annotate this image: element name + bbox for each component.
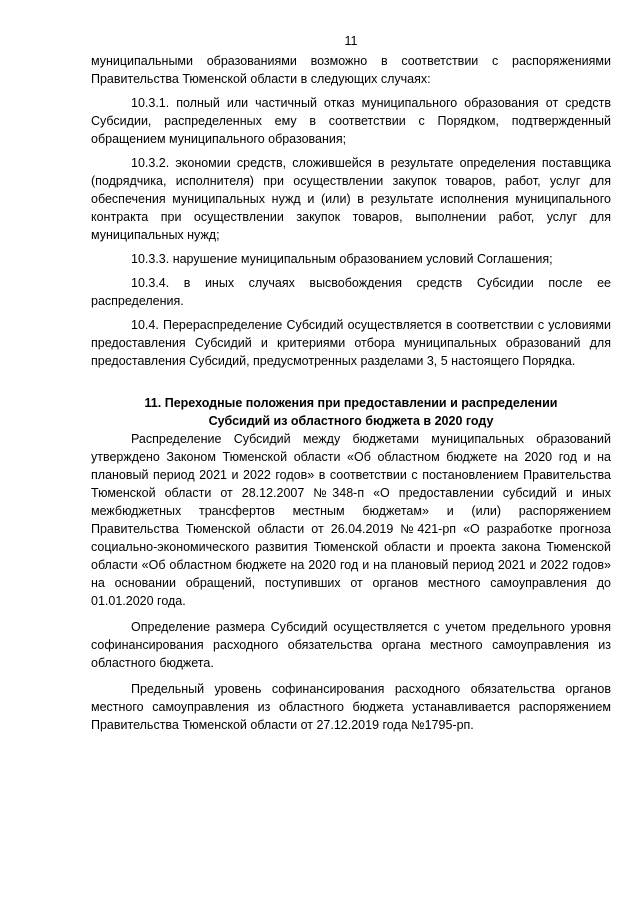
paragraph-10-3-3: 10.3.3. нарушение муниципальным образованием условий Соглашения;	[131, 252, 553, 266]
section-11-paragraph-1: Распределение Субсидий между бюджетами муниципальных образований утверждено Законом Тюменской области «Об областном бюджете на 2020 год и на плановый период 2021 и 2022 годов» в соответствии с постановлением Правительства Тюменской области от 28.12.2007 №348-п «О предоставлении субсидий и иных межбюджетных трансфертов местным бюджетам» и (или) распоряжением Правительства Тюменской области от 26.04.2019 №421-рп «О разработке прогноза социально-экономического развития Тюменской области и проекта закона Тюменской области «Об областном бюджете на 2020 год и на плановый период 2021 и 2022 годов» на основании обращений, поступивших от органов местного самоуправления до 01.01.2020 года.	[91, 432, 611, 608]
section-11-paragraph-3: Предельный уровень софинансирования расходного обязательства органов местного самоуправления из областного бюджета устанавливается распоряжением Правительства Тюменской области от 27.12.2019 года №1795-рп.	[91, 682, 611, 732]
page-number: 11	[344, 34, 358, 48]
section-11-heading-line-1: 11. Переходные положения при предоставлении и распределении	[144, 396, 558, 410]
section-11-heading-line-2: Субсидий из областного бюджета в 2020 году	[208, 414, 494, 428]
paragraph-10-3-1: 10.3.1. полный или частичный отказ муниципального образования от средств Субсидии, распределенных ему в соответствии с Порядком, подтвержденный обращением муниципального образования;	[91, 96, 611, 146]
section-11-paragraph-2: Определение размера Субсидий осуществляется с учетом предельного уровня софинансирования расходного обязательства органа местного самоуправления из областного бюджета.	[91, 620, 611, 670]
document-body	[91, 52, 611, 734]
paragraph-10-3-4: 10.3.4. в иных случаях высвобождения средств Субсидии после ее распределения.	[91, 276, 611, 308]
paragraph-10-4: 10.4. Перераспределение Субсидий осуществляется в соответствии с условиями предоставления Субсидий и критериями отбора муниципальных образований для предоставления Субсидий, предусмотренных разделами 3, 5 настоящего Порядка.	[91, 318, 611, 368]
paragraph-10-3-2: 10.3.2. экономии средств, сложившейся в результате определения поставщика (подрядчика, исполнителя) при осуществлении закупок товаров, работ, услуг для обеспечения муниципальных нужд и (или) в результате исполнения муниципального контракта при осуществлении закупок товаров, выполнении работ, услуг для муниципальных нужд;	[91, 156, 611, 242]
section-11-heading	[91, 394, 611, 430]
paragraph-continuation: муниципальными образованиями возможно в соответствии с распоряжениями Правительства Тюменской области в следующих случаях:	[91, 54, 611, 86]
